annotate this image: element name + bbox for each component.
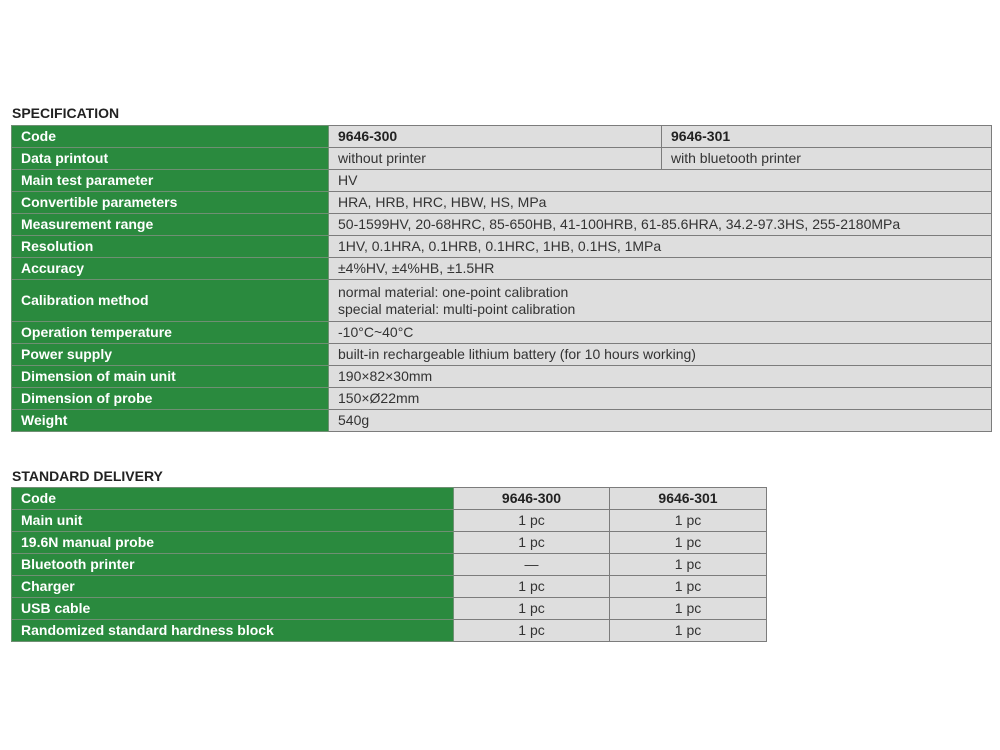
delivery-row [12, 510, 767, 532]
spec-row [12, 322, 992, 344]
spec-row [12, 344, 992, 366]
spec-model-300: 9646-300 [329, 126, 662, 148]
delivery-row [12, 620, 767, 642]
spec-value: 190×82×30mm [329, 366, 992, 388]
spec-label: Dimension of main unit [12, 366, 329, 388]
spec-label: Resolution [12, 236, 329, 258]
spec-value: 150×Ø22mm [329, 388, 992, 410]
calibration-line-normal: normal material: one-point calibration [338, 283, 569, 300]
spec-row-calibration [12, 280, 992, 322]
spec-value: 50-1599HV, 20-68HRC, 85-650HB, 41-100HRB, 61-85.6HRA, 34.2-97.3HS, 255-2180MPa [329, 214, 992, 236]
spec-row [12, 410, 992, 432]
delivery-qty-301: 1 pc [610, 576, 767, 598]
delivery-qty-300: 1 pc [454, 576, 610, 598]
spec-value: HV [329, 170, 992, 192]
specification-table [11, 125, 992, 432]
delivery-row [12, 598, 767, 620]
spec-row [12, 214, 992, 236]
spec-label: Convertible parameters [12, 192, 329, 214]
delivery-qty-301: 1 pc [610, 554, 767, 576]
delivery-qty-301: 1 pc [610, 620, 767, 642]
spec-row-data-printout [12, 148, 992, 170]
delivery-item-label: Main unit [12, 510, 454, 532]
delivery-item-label: Charger [12, 576, 454, 598]
delivery-qty-300: 1 pc [454, 620, 610, 642]
delivery-model-301: 9646-301 [610, 488, 767, 510]
delivery-qty-300: 1 pc [454, 532, 610, 554]
spec-label: Calibration method [12, 280, 329, 322]
spec-row [12, 258, 992, 280]
delivery-table [11, 487, 767, 642]
spec-value: ±4%HV, ±4%HB, ±1.5HR [329, 258, 992, 280]
spec-value: -10°C~40°C [329, 322, 992, 344]
spec-label: Measurement range [12, 214, 329, 236]
spec-code-label: Code [12, 126, 329, 148]
spec-value-300: without printer [329, 148, 662, 170]
delivery-row [12, 576, 767, 598]
delivery-row [12, 532, 767, 554]
delivery-qty-301: 1 pc [610, 598, 767, 620]
delivery-qty-300: 1 pc [454, 598, 610, 620]
delivery-qty-301: 1 pc [610, 510, 767, 532]
delivery-item-label: 19.6N manual probe [12, 532, 454, 554]
spec-row [12, 236, 992, 258]
spec-row [12, 366, 992, 388]
delivery-qty-300: — [454, 554, 610, 576]
spec-label: Weight [12, 410, 329, 432]
delivery-title: STANDARD DELIVERY [12, 468, 163, 484]
spec-row [12, 192, 992, 214]
spec-value-301: with bluetooth printer [662, 148, 992, 170]
calibration-line-special: special material: multi-point calibration [338, 300, 576, 317]
spec-value: HRA, HRB, HRC, HBW, HS, MPa [329, 192, 992, 214]
delivery-code-label: Code [12, 488, 454, 510]
spec-row [12, 388, 992, 410]
delivery-model-300: 9646-300 [454, 488, 610, 510]
delivery-qty-301: 1 pc [610, 532, 767, 554]
spec-value-calibration [329, 280, 992, 322]
spec-value: 540g [329, 410, 992, 432]
spec-label: Dimension of probe [12, 388, 329, 410]
delivery-header-row [12, 488, 767, 510]
spec-label: Power supply [12, 344, 329, 366]
delivery-item-label: Randomized standard hardness block [12, 620, 454, 642]
spec-label: Data printout [12, 148, 329, 170]
spec-label: Main test parameter [12, 170, 329, 192]
delivery-item-label: USB cable [12, 598, 454, 620]
delivery-item-label: Bluetooth printer [12, 554, 454, 576]
spec-header-row [12, 126, 992, 148]
spec-model-301: 9646-301 [662, 126, 992, 148]
delivery-row [12, 554, 767, 576]
specification-title: SPECIFICATION [12, 105, 120, 121]
delivery-qty-300: 1 pc [454, 510, 610, 532]
spec-value: 1HV, 0.1HRA, 0.1HRB, 0.1HRC, 1HB, 0.1HS, 1MPa [329, 236, 992, 258]
spec-row [12, 170, 992, 192]
spec-label: Operation temperature [12, 322, 329, 344]
spec-label: Accuracy [12, 258, 329, 280]
spec-value: built-in rechargeable lithium battery (for 10 hours working) [329, 344, 992, 366]
